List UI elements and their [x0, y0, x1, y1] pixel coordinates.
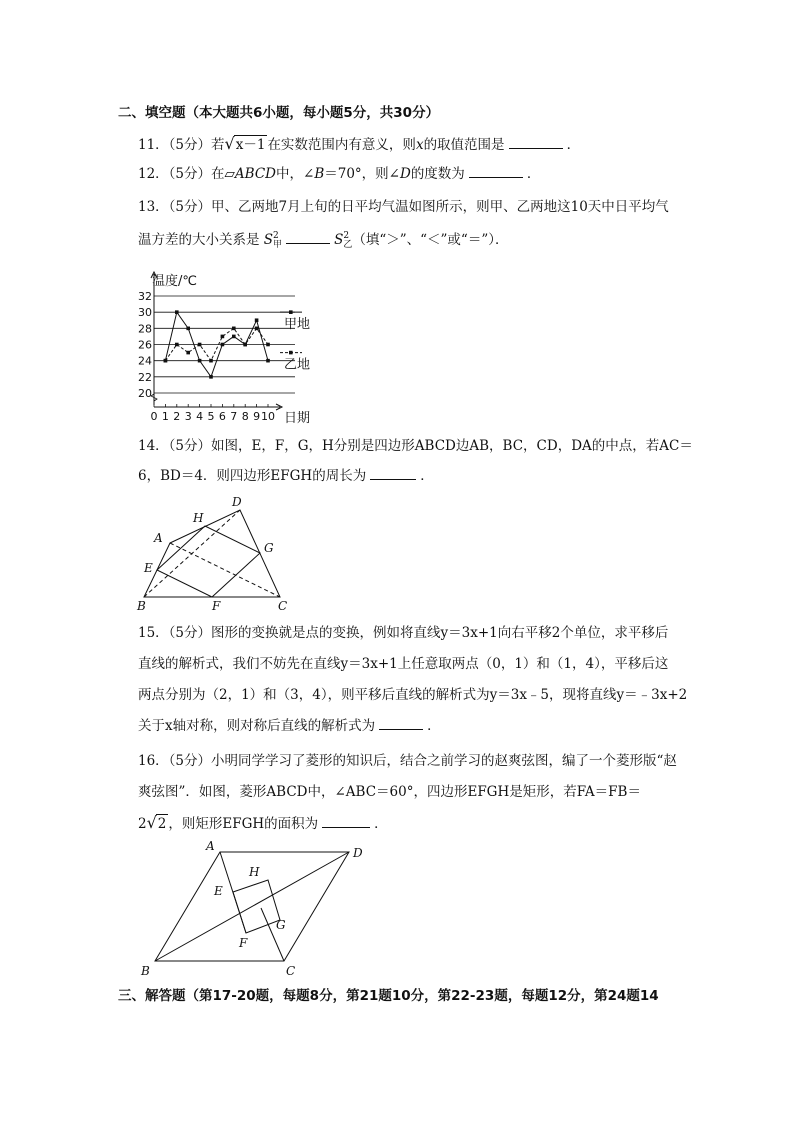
q11-text-mid: 在实数范围内有意义，则 [267, 137, 416, 153]
label-e: E [144, 561, 153, 575]
q11-radicand: x－1 [235, 137, 266, 153]
temperature-line-chart [138, 266, 348, 424]
data-point [186, 327, 190, 331]
y-tick-label: 32 [138, 290, 152, 303]
label-b: B [141, 964, 150, 978]
x-tick-label: 2 [173, 410, 181, 423]
q14-end: ． [420, 468, 434, 484]
q16-end: ． [374, 816, 388, 832]
question-11 [138, 135, 580, 154]
q15-answer-blank[interactable] [379, 717, 423, 730]
data-point [175, 343, 179, 347]
data-point [221, 335, 225, 339]
question-13-line-1: 13．（5分）甲、乙两地7月上旬的日平均气温如图所示，则甲、乙两地这10天中日平均气 [138, 199, 669, 215]
q12-answer-blank[interactable] [469, 165, 523, 178]
q14-text-pre: 6，BD＝4．则四边形EFGH的周长为 [138, 468, 367, 484]
q12-angle-d: D [399, 166, 411, 182]
q11-text-post: 的取值范围是 [423, 137, 505, 153]
x-tick-label: 9 [253, 410, 261, 423]
y-tick-label: 28 [138, 322, 152, 336]
label-a: A [206, 839, 215, 853]
sqrt-sign: √ [224, 134, 235, 153]
data-point [232, 327, 236, 331]
q16-coef: 2 [138, 816, 147, 832]
label-g: G [264, 541, 274, 555]
q16-text-post: ，则矩形EFGH的面积为 [168, 816, 319, 832]
data-point [209, 375, 213, 379]
legend-label: 甲地 [284, 317, 311, 333]
q12-text-pre: 在▱ [211, 166, 235, 182]
legend-marker [289, 351, 293, 355]
label-f: F [239, 936, 248, 950]
q14-answer-blank[interactable] [370, 467, 416, 480]
variance-sup-1: 2 [273, 230, 279, 241]
x-axis-label: 日期 [284, 411, 311, 424]
q13-text-pre: 温方差的大小关系是 [138, 232, 260, 248]
variance-symbol-2: S [334, 232, 344, 248]
y-tick-label: 26 [138, 338, 152, 352]
q11-answer-blank[interactable] [509, 136, 563, 149]
y-tick-label: 22 [138, 370, 152, 384]
label-a: A [154, 531, 163, 545]
legend-label: 乙地 [284, 357, 311, 373]
label-g: G [276, 918, 286, 932]
rhombus-figure [136, 836, 376, 978]
q12-end: ． [526, 166, 541, 182]
label-c: C [278, 599, 288, 613]
data-point [221, 343, 225, 347]
segment-cg [261, 908, 284, 961]
q12-angle-b: B [314, 166, 325, 182]
rectangle-efgh [233, 880, 280, 933]
question-15-line-1: 15．（5分）图形的变换就是点的变换，例如将直线y＝3x+1向右平移2个单位，求平移后 [138, 625, 669, 641]
y-tick-label: 30 [138, 306, 152, 320]
data-point [243, 343, 247, 347]
data-point [164, 359, 168, 363]
q12-text-post: 的度数为 [410, 166, 465, 182]
data-point [232, 335, 236, 339]
data-point [186, 351, 190, 355]
y-tick-label: 24 [138, 354, 152, 368]
sqrt-sign: √ [146, 813, 157, 832]
data-point [255, 327, 259, 331]
label-c: C [286, 964, 296, 978]
x-tick-label: 1 [161, 410, 169, 423]
q11-end: ． [566, 137, 581, 153]
variance-sub-1: 甲 [273, 239, 283, 250]
q13-text-post: （填“＞”、“＜”或“＝”）． [352, 232, 509, 248]
x-tick-label: 6 [218, 410, 226, 423]
x-tick-label: 8 [241, 410, 249, 423]
variance-sub-2: 乙 [343, 239, 353, 250]
question-16-line-1: 16．（5分）小明同学学习了菱形的知识后，结合之前学习的赵爽弦图，编了一个菱形版“赵 [138, 753, 677, 769]
q12-text-eq: ＝70°，则∠ [324, 166, 400, 182]
data-point [198, 359, 202, 363]
data-point [209, 359, 213, 363]
x-tick-label: 5 [207, 410, 215, 423]
question-13-line-2 [138, 231, 509, 250]
q12-text-mid: 中，∠ [276, 166, 315, 182]
q16-answer-blank[interactable] [322, 815, 370, 828]
y-tick-label: 20 [138, 387, 152, 400]
q16-radicand: 2 [157, 816, 167, 832]
question-16-line-2: 爽弦图”．如图，菱形ABCD中，∠ABC＝60°，四边形EFGH是矩形，若FA＝FB＝ [138, 784, 641, 800]
section-3-title: 三、解答题（第17-20题，每题8分，第21题10分，第22-23题，每题12分，第24题14 [118, 988, 659, 1004]
x-tick-label: 10 [261, 410, 275, 423]
variance-symbol-1: S [263, 232, 274, 248]
question-12 [138, 165, 540, 183]
x-tick-label: 0 [150, 410, 158, 423]
label-e: E [214, 884, 223, 898]
data-point [198, 343, 202, 347]
data-point [255, 318, 259, 322]
q15-end: ． [427, 718, 441, 734]
question-15-line-2: 直线的解析式，我们不妨先在直线y＝3x+1上任意取两点（0，1）和（1，4），平移后这 [138, 656, 669, 672]
data-point [175, 310, 179, 314]
q11-var: x [415, 137, 424, 153]
x-tick-label: 4 [196, 410, 204, 423]
question-16-line-3 [138, 814, 388, 833]
quadrilateral-figure [132, 492, 302, 614]
q12-shape: ABCD [234, 166, 276, 182]
label-d: D [353, 846, 363, 860]
data-point [266, 359, 270, 363]
question-15-line-4 [138, 717, 441, 735]
q11-number: 11．（5分） [138, 137, 212, 153]
q12-number: 12．（5分） [138, 166, 212, 182]
question-14-line-1: 14．（5分）如图，E，F，G，H分别是四边形ABCD边AB，BC，CD，DA的中点，若AC＝ [138, 438, 693, 454]
q13-answer-blank[interactable] [286, 231, 330, 244]
q15-text-pre: 关于x轴对称，则对称后直线的解析式为 [138, 718, 376, 734]
label-h: H [193, 511, 204, 525]
label-d: D [232, 495, 242, 509]
variance-sup-2: 2 [343, 230, 350, 241]
section-2-title: 二、填空题（本大题共6小题，每小题5分，共30分） [118, 105, 440, 121]
data-point [266, 343, 270, 347]
x-tick-label: 3 [184, 410, 192, 423]
label-h: H [249, 865, 260, 879]
q11-text-pre: 若 [211, 137, 225, 153]
label-f: F [212, 599, 221, 613]
legend-marker [289, 310, 293, 314]
question-14-line-2 [138, 467, 434, 485]
question-15-line-3: 两点分别为（2，1）和（3，4），则平移后直线的解析式为y＝3x﹣5，现将直线y＝﹣3x+2 [138, 687, 688, 703]
y-axis-label: 温度/℃ [152, 274, 197, 289]
label-b: B [137, 599, 146, 613]
x-tick-label: 7 [230, 410, 238, 423]
